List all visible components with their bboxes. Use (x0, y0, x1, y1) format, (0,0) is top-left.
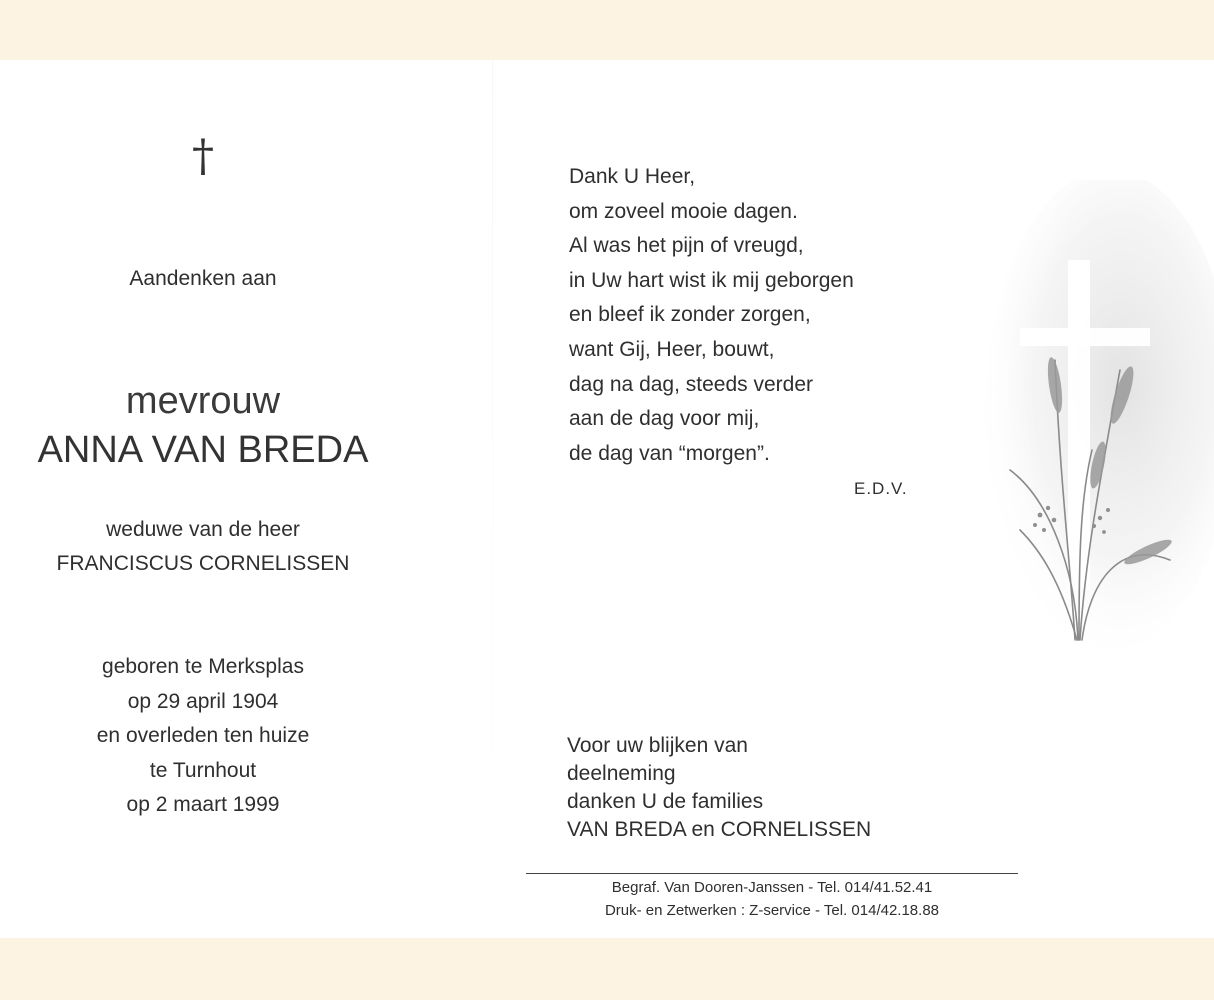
detail-line: en overleden ten huize (96, 724, 310, 747)
intro-text: Aandenken aan (129, 267, 277, 290)
footer-divider (526, 873, 1018, 874)
footer-line: Begraf. Van Dooren-Janssen - Tel. 014/41.52.41 (611, 879, 933, 896)
poem-line: de dag van “morgen”. (569, 441, 770, 465)
thanks-line: Voor uw blijken van (567, 734, 748, 757)
detail-line: op 29 april 1904 (127, 689, 279, 713)
fold-line (492, 60, 493, 938)
thanks-note (567, 732, 871, 844)
deceased-name: ANNA VAN BREDA (37, 429, 369, 471)
poem-line: aan de dag voor mij, (569, 407, 760, 431)
poem-line: in Uw hart wist ik mij geborgen (569, 268, 854, 292)
husband-name: FRANCISCUS CORNELISSEN (56, 552, 350, 575)
poem-line: Dank U Heer, (569, 165, 696, 188)
detail-line: op 2 maart 1999 (126, 793, 280, 816)
poem-line: want Gij, Heer, bouwt, (569, 337, 775, 361)
thanks-line: danken U de families (567, 790, 764, 813)
poem-line: en bleef ik zonder zorgen, (569, 303, 811, 327)
poem-author: E.D.V. (854, 479, 908, 498)
poem (569, 160, 854, 471)
thanks-line: deelneming (567, 762, 676, 785)
footer-credits (526, 876, 1018, 922)
widow-line: weduwe van de heer (106, 518, 300, 541)
detail-line: te Turnhout (149, 758, 257, 782)
life-details (0, 650, 406, 823)
footer-line: Druk- en Zetwerken : Z-service - Tel. 014/42.18.88 (604, 902, 940, 919)
poem-line: om zoveel mooie dagen. (569, 199, 798, 223)
poem-line: dag na dag, steeds verder (569, 372, 814, 396)
detail-line: geboren te Merksplas (102, 655, 304, 678)
poem-line: Al was het pijn of vreugd, (569, 234, 804, 258)
honorific: mevrouw (125, 380, 281, 422)
cross-icon: † (192, 131, 214, 182)
wheat-cross-icon (980, 180, 1214, 650)
left-panel (0, 60, 406, 938)
memorial-card (0, 60, 1214, 938)
thanks-line: VAN BREDA en CORNELISSEN (567, 818, 872, 841)
